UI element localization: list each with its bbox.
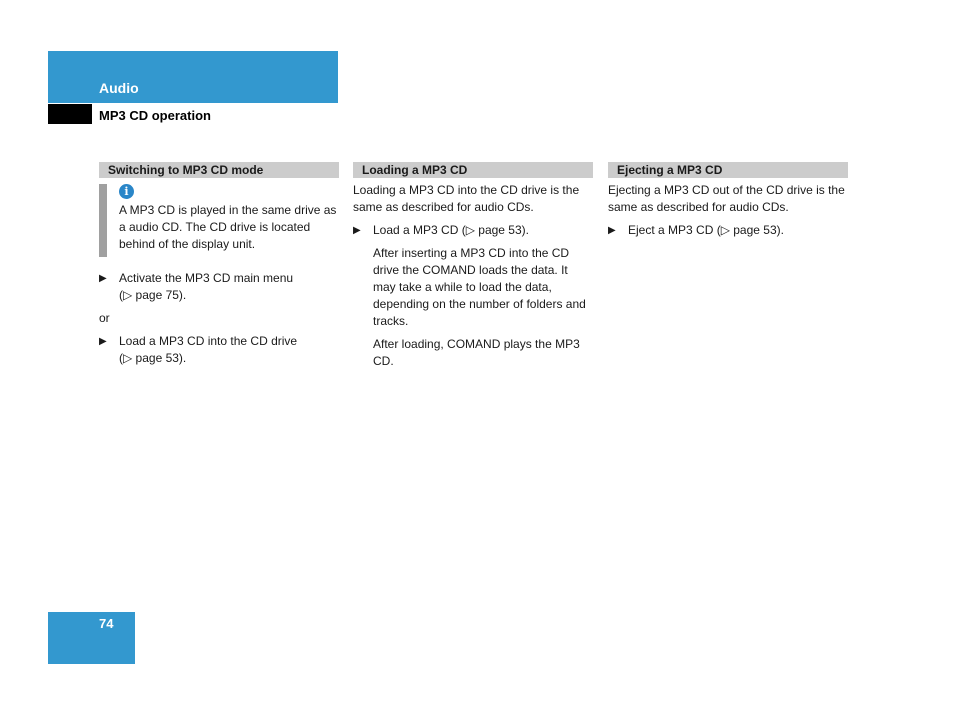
info-icon: i: [119, 184, 134, 199]
bullet-arrow-icon: ▶: [353, 225, 361, 236]
bullet-text: Eject a MP3 CD (▷ page 53).: [628, 223, 784, 237]
heading-ejecting: Ejecting a MP3 CD: [608, 162, 848, 178]
heading-loading: Loading a MP3 CD: [353, 162, 593, 178]
note-bar: [99, 184, 107, 257]
bullet-text: Load a MP3 CD into the CD drive: [119, 334, 298, 348]
loading-intro: Loading a MP3 CD into the CD drive is the same as described for audio CDs.: [353, 183, 580, 214]
bullet-load-cd: [99, 333, 339, 367]
bullet-text: Activate the MP3 CD main menu: [119, 271, 294, 285]
column-ejecting: [608, 162, 848, 245]
section-title: Audio: [99, 80, 139, 96]
bullet-load: [353, 222, 593, 239]
bullet-activate-menu: [99, 270, 339, 304]
header-tab: [48, 51, 338, 103]
page-tab: [48, 612, 135, 664]
note-text: A MP3 CD is played in the same drive as a audio CD. The CD drive is located behind of the display unit.: [119, 203, 337, 251]
page-ref: (▷ page 75).: [119, 288, 187, 302]
bullet-arrow-icon: ▶: [608, 225, 616, 236]
subsection-title: MP3 CD operation: [99, 108, 211, 123]
bullet-arrow-icon: ▶: [99, 336, 107, 347]
loading-detail: After inserting a MP3 CD into the CD drive the COMAND loads the data. It may take a while to load the data, depending on the number of folders and tracks.: [373, 246, 586, 328]
page-ref: (▷ page 53).: [119, 351, 187, 365]
heading-switching-mode: Switching to MP3 CD mode: [99, 162, 339, 178]
ejecting-intro: Ejecting a MP3 CD out of the CD drive is the same as described for audio CDs.: [608, 183, 845, 214]
bullet-text: Load a MP3 CD (▷ page 53).: [373, 223, 529, 237]
column-switching: [99, 162, 339, 373]
loading-detail-2: After loading, COMAND plays the MP3 CD.: [373, 337, 580, 368]
subsection-marker: [48, 104, 92, 124]
page-number: 74: [99, 616, 114, 631]
column-loading: [353, 162, 593, 376]
info-note: [99, 184, 339, 256]
bullet-arrow-icon: ▶: [99, 273, 107, 284]
or-text: or: [99, 311, 110, 325]
bullet-eject: [608, 222, 848, 239]
